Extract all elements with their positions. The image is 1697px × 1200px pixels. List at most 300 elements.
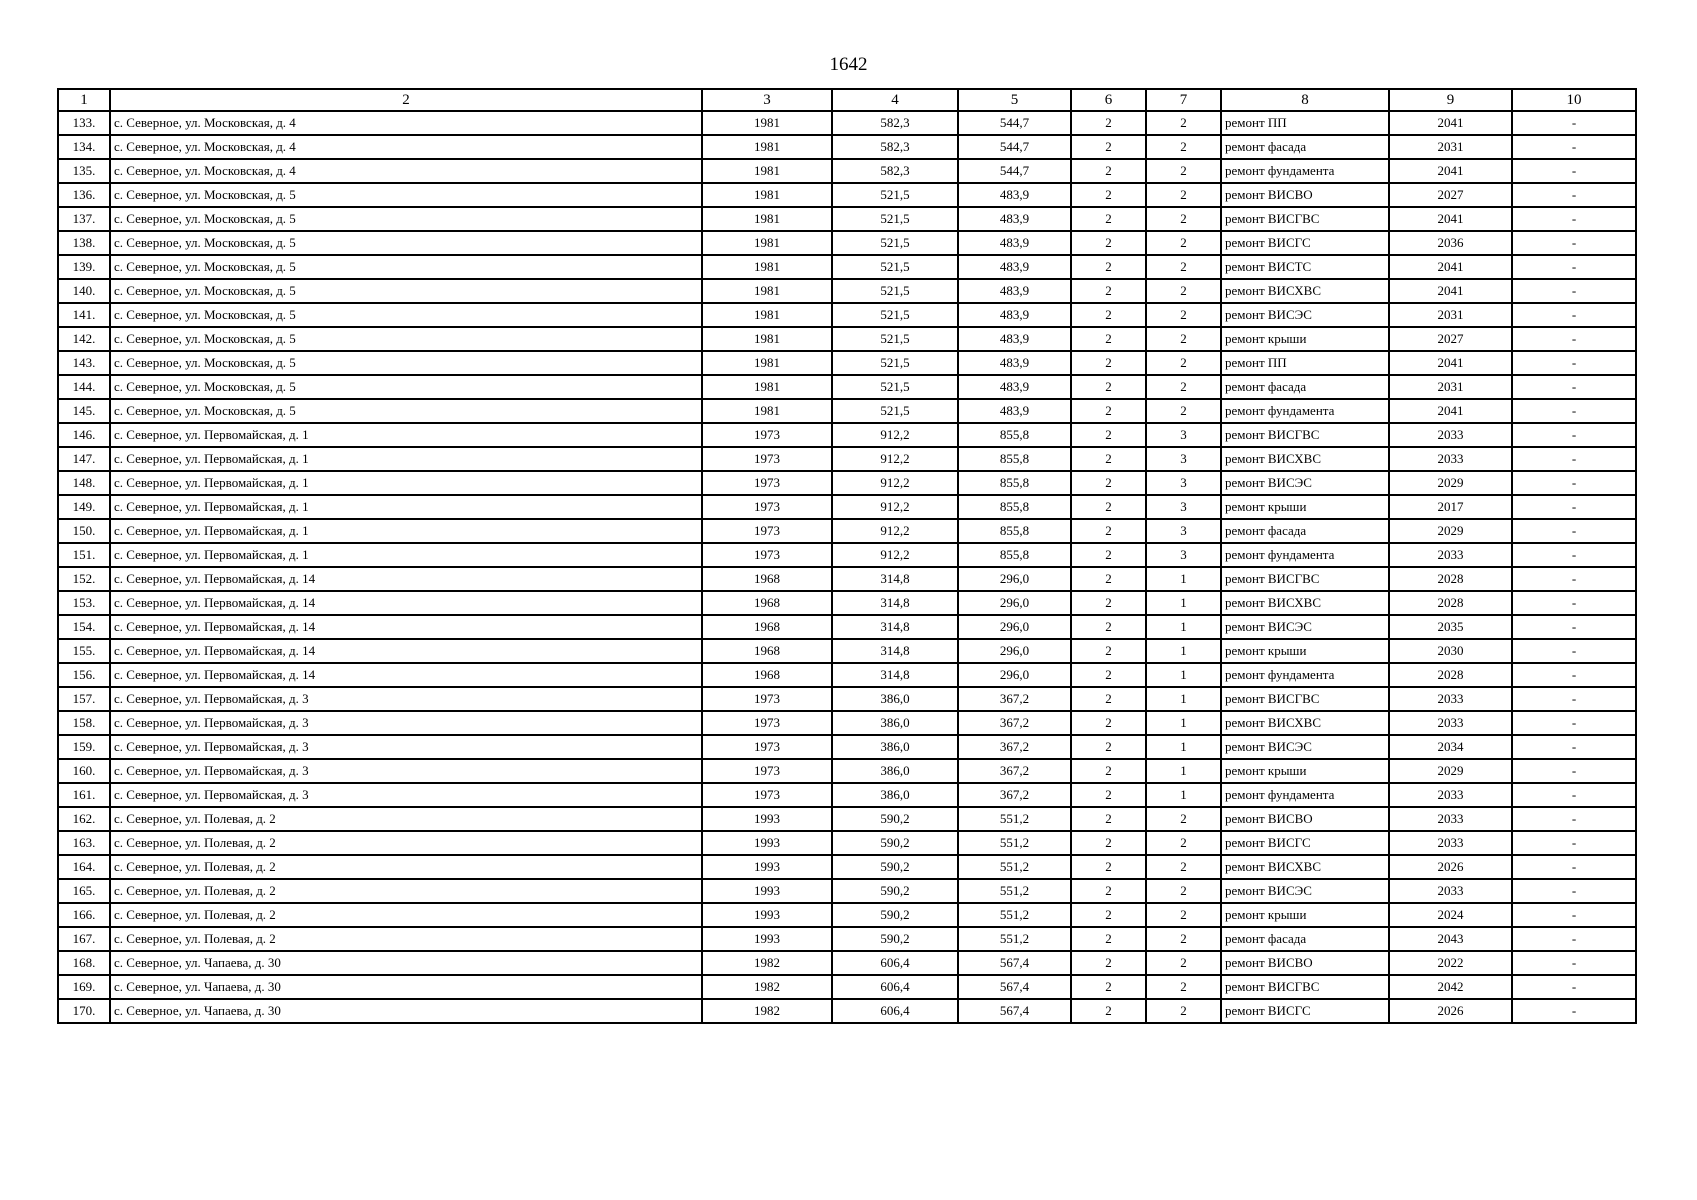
table-cell: 1981 [702, 327, 832, 351]
table-cell: ремонт ВИСВО [1221, 951, 1389, 975]
table-cell: с. Северное, ул. Московская, д. 5 [110, 183, 702, 207]
table-cell: 2 [1071, 615, 1146, 639]
table-row [58, 687, 1636, 711]
table-row [58, 567, 1636, 591]
table-cell: 2 [1071, 231, 1146, 255]
table-cell: 1973 [702, 711, 832, 735]
table-cell: 2 [1071, 159, 1146, 183]
table-cell: ремонт ВИСЭС [1221, 879, 1389, 903]
table-cell: 2 [1071, 951, 1146, 975]
table-cell: 1993 [702, 831, 832, 855]
table-cell: 2033 [1389, 807, 1512, 831]
table-cell: с. Северное, ул. Московская, д. 5 [110, 255, 702, 279]
table-cell: - [1512, 975, 1636, 999]
table-cell: 2028 [1389, 591, 1512, 615]
table-cell: 2033 [1389, 711, 1512, 735]
table-cell: 1981 [702, 351, 832, 375]
table-cell: 1 [1146, 759, 1221, 783]
table-row [58, 735, 1636, 759]
table-cell: 165. [58, 879, 110, 903]
table-cell: 551,2 [958, 879, 1071, 903]
table-cell: 2 [1071, 183, 1146, 207]
table-cell: - [1512, 831, 1636, 855]
table-cell: 2033 [1389, 543, 1512, 567]
table-cell: 2031 [1389, 375, 1512, 399]
column-header: 5 [958, 89, 1071, 111]
table-cell: 1 [1146, 687, 1221, 711]
table-cell: 483,9 [958, 351, 1071, 375]
table-cell: 154. [58, 615, 110, 639]
table-cell: - [1512, 303, 1636, 327]
table-cell: ремонт ВИСГВС [1221, 207, 1389, 231]
table-cell: с. Северное, ул. Первомайская, д. 3 [110, 783, 702, 807]
table-cell: 2041 [1389, 207, 1512, 231]
column-header: 7 [1146, 89, 1221, 111]
table-cell: 1981 [702, 135, 832, 159]
table-cell: 521,5 [832, 399, 958, 423]
table-cell: - [1512, 135, 1636, 159]
table-cell: - [1512, 615, 1636, 639]
table-cell: 1 [1146, 591, 1221, 615]
table-cell: 544,7 [958, 135, 1071, 159]
table-cell: 551,2 [958, 831, 1071, 855]
table-cell: - [1512, 783, 1636, 807]
table-row [58, 111, 1636, 135]
table-cell: 2029 [1389, 519, 1512, 543]
table-row [58, 135, 1636, 159]
table-row [58, 903, 1636, 927]
table-cell: 159. [58, 735, 110, 759]
table-cell: 386,0 [832, 735, 958, 759]
table-cell: 567,4 [958, 951, 1071, 975]
repair-schedule-table [57, 88, 1637, 1024]
table-cell: ремонт фасада [1221, 135, 1389, 159]
table-cell: с. Северное, ул. Первомайская, д. 3 [110, 759, 702, 783]
table-cell: 367,2 [958, 711, 1071, 735]
table-cell: ремонт ВИСХВС [1221, 279, 1389, 303]
table-cell: 1968 [702, 567, 832, 591]
table-cell: - [1512, 999, 1636, 1023]
table-cell: ремонт ВИСЭС [1221, 471, 1389, 495]
table-cell: 855,8 [958, 543, 1071, 567]
table-cell: с. Северное, ул. Московская, д. 4 [110, 111, 702, 135]
table-cell: 2 [1071, 327, 1146, 351]
table-cell: 3 [1146, 423, 1221, 447]
table-cell: 1981 [702, 279, 832, 303]
table-cell: 3 [1146, 471, 1221, 495]
table-cell: 1981 [702, 375, 832, 399]
table-cell: 149. [58, 495, 110, 519]
table-cell: 2 [1146, 255, 1221, 279]
table-cell: 2028 [1389, 663, 1512, 687]
table-cell: 483,9 [958, 303, 1071, 327]
table-cell: 139. [58, 255, 110, 279]
table-cell: 1973 [702, 447, 832, 471]
table-cell: 296,0 [958, 567, 1071, 591]
table-cell: с. Северное, ул. Московская, д. 4 [110, 135, 702, 159]
table-cell: 314,8 [832, 639, 958, 663]
table-cell: 133. [58, 111, 110, 135]
table-cell: 2 [1071, 831, 1146, 855]
table-cell: ремонт ВИСЭС [1221, 735, 1389, 759]
table-cell: 551,2 [958, 807, 1071, 831]
table-cell: 3 [1146, 495, 1221, 519]
table-cell: 521,5 [832, 327, 958, 351]
table-cell: 2 [1071, 759, 1146, 783]
table-cell: ремонт фасада [1221, 927, 1389, 951]
table-cell: ремонт ВИСХВС [1221, 447, 1389, 471]
table-cell: 367,2 [958, 735, 1071, 759]
table-cell: с. Северное, ул. Первомайская, д. 1 [110, 519, 702, 543]
table-cell: с. Северное, ул. Московская, д. 4 [110, 159, 702, 183]
table-cell: ремонт ВИСГВС [1221, 975, 1389, 999]
table-cell: 2 [1071, 519, 1146, 543]
table-cell: 2 [1071, 255, 1146, 279]
table-row [58, 999, 1636, 1023]
table-row [58, 855, 1636, 879]
table-cell: 156. [58, 663, 110, 687]
table-cell: 136. [58, 183, 110, 207]
table-cell: с. Северное, ул. Чапаева, д. 30 [110, 975, 702, 999]
table-cell: - [1512, 951, 1636, 975]
table-cell: 567,4 [958, 999, 1071, 1023]
table-cell: 296,0 [958, 639, 1071, 663]
table-cell: ремонт ВИСГВС [1221, 687, 1389, 711]
table-cell: 2027 [1389, 327, 1512, 351]
table-cell: 167. [58, 927, 110, 951]
table-cell: 155. [58, 639, 110, 663]
table-cell: 3 [1146, 543, 1221, 567]
table-cell: 567,4 [958, 975, 1071, 999]
table-cell: 2 [1071, 879, 1146, 903]
table-cell: 912,2 [832, 471, 958, 495]
table-cell: 2029 [1389, 471, 1512, 495]
table-cell: 2 [1146, 903, 1221, 927]
table-cell: 2033 [1389, 831, 1512, 855]
table-cell: ремонт ВИСГС [1221, 831, 1389, 855]
table-cell: 2041 [1389, 159, 1512, 183]
table-row [58, 447, 1636, 471]
table-row [58, 711, 1636, 735]
table-cell: 2 [1071, 735, 1146, 759]
table-cell: 2 [1071, 207, 1146, 231]
table-cell: 1973 [702, 687, 832, 711]
table-cell: 2 [1071, 855, 1146, 879]
column-header: 8 [1221, 89, 1389, 111]
table-cell: - [1512, 639, 1636, 663]
table-cell: 521,5 [832, 303, 958, 327]
table-row [58, 831, 1636, 855]
table-cell: 1993 [702, 903, 832, 927]
table-cell: 150. [58, 519, 110, 543]
table-cell: 1981 [702, 183, 832, 207]
table-cell: 855,8 [958, 519, 1071, 543]
column-header: 10 [1512, 89, 1636, 111]
table-cell: 855,8 [958, 471, 1071, 495]
table-cell: с. Северное, ул. Полевая, д. 2 [110, 927, 702, 951]
table-cell: 606,4 [832, 975, 958, 999]
table-cell: - [1512, 183, 1636, 207]
table-cell: 1973 [702, 543, 832, 567]
table-cell: 2 [1146, 855, 1221, 879]
column-header: 6 [1071, 89, 1146, 111]
table-cell: 1 [1146, 711, 1221, 735]
table-row [58, 615, 1636, 639]
table-cell: 296,0 [958, 663, 1071, 687]
table-cell: ремонт ВИСХВС [1221, 591, 1389, 615]
table-cell: 2029 [1389, 759, 1512, 783]
table-cell: 2031 [1389, 135, 1512, 159]
table-cell: 144. [58, 375, 110, 399]
table-cell: 2 [1071, 423, 1146, 447]
column-header: 2 [110, 89, 702, 111]
table-cell: 2 [1071, 975, 1146, 999]
table-cell: 146. [58, 423, 110, 447]
table-cell: - [1512, 255, 1636, 279]
table-cell: - [1512, 495, 1636, 519]
table-cell: 2 [1071, 135, 1146, 159]
table-cell: 1973 [702, 423, 832, 447]
table-cell: 483,9 [958, 399, 1071, 423]
table-cell: 483,9 [958, 279, 1071, 303]
table-cell: 1981 [702, 399, 832, 423]
table-cell: 1968 [702, 663, 832, 687]
table-cell: 2 [1071, 663, 1146, 687]
table-cell: с. Северное, ул. Первомайская, д. 1 [110, 447, 702, 471]
table-cell: 582,3 [832, 159, 958, 183]
table-cell: с. Северное, ул. Первомайская, д. 1 [110, 423, 702, 447]
column-header: 4 [832, 89, 958, 111]
table-cell: 134. [58, 135, 110, 159]
table-row [58, 327, 1636, 351]
table-cell: 1973 [702, 783, 832, 807]
table-cell: - [1512, 855, 1636, 879]
table-row [58, 543, 1636, 567]
table-cell: 483,9 [958, 183, 1071, 207]
table-cell: 483,9 [958, 327, 1071, 351]
table-cell: 147. [58, 447, 110, 471]
table-cell: - [1512, 351, 1636, 375]
table-row [58, 951, 1636, 975]
table-cell: 2 [1146, 927, 1221, 951]
table-row [58, 519, 1636, 543]
table-cell: 296,0 [958, 615, 1071, 639]
table-cell: ремонт фундамента [1221, 159, 1389, 183]
table-cell: 140. [58, 279, 110, 303]
table-row [58, 663, 1636, 687]
table-cell: 2 [1071, 783, 1146, 807]
table-cell: ремонт крыши [1221, 903, 1389, 927]
table-cell: - [1512, 711, 1636, 735]
table-cell: 590,2 [832, 927, 958, 951]
table-row [58, 351, 1636, 375]
table-cell: с. Северное, ул. Первомайская, д. 3 [110, 687, 702, 711]
table-cell: с. Северное, ул. Первомайская, д. 3 [110, 711, 702, 735]
table-cell: ремонт крыши [1221, 327, 1389, 351]
table-row [58, 639, 1636, 663]
table-cell: - [1512, 927, 1636, 951]
table-cell: 2 [1146, 327, 1221, 351]
table-cell: 2026 [1389, 999, 1512, 1023]
table-cell: 521,5 [832, 207, 958, 231]
table-cell: - [1512, 375, 1636, 399]
table-cell: с. Северное, ул. Чапаева, д. 30 [110, 999, 702, 1023]
table-cell: 137. [58, 207, 110, 231]
table-cell: 1981 [702, 207, 832, 231]
table-cell: 2 [1146, 999, 1221, 1023]
table-cell: 314,8 [832, 615, 958, 639]
table-cell: ремонт ВИСТС [1221, 255, 1389, 279]
table-cell: ремонт фундамента [1221, 399, 1389, 423]
table-cell: 2 [1146, 951, 1221, 975]
table-row [58, 495, 1636, 519]
table-cell: 161. [58, 783, 110, 807]
table-cell: 912,2 [832, 495, 958, 519]
table-cell: 166. [58, 903, 110, 927]
table-cell: ремонт ВИСГВС [1221, 567, 1389, 591]
table-cell: 2022 [1389, 951, 1512, 975]
table-cell: 2 [1146, 111, 1221, 135]
table-cell: 1981 [702, 159, 832, 183]
table-cell: - [1512, 663, 1636, 687]
table-cell: - [1512, 279, 1636, 303]
table-row [58, 159, 1636, 183]
table-cell: 367,2 [958, 783, 1071, 807]
table-cell: - [1512, 735, 1636, 759]
table-cell: 367,2 [958, 687, 1071, 711]
table-cell: с. Северное, ул. Полевая, д. 2 [110, 807, 702, 831]
table-cell: 2041 [1389, 255, 1512, 279]
table-cell: 2 [1071, 471, 1146, 495]
table-cell: 1982 [702, 999, 832, 1023]
table-cell: 148. [58, 471, 110, 495]
table-cell: 2024 [1389, 903, 1512, 927]
table-cell: 151. [58, 543, 110, 567]
table-cell: 157. [58, 687, 110, 711]
table-cell: - [1512, 159, 1636, 183]
table-cell: 2033 [1389, 783, 1512, 807]
table-cell: 2 [1071, 543, 1146, 567]
table-cell: 2 [1146, 135, 1221, 159]
table-cell: с. Северное, ул. Московская, д. 5 [110, 351, 702, 375]
table-cell: 551,2 [958, 903, 1071, 927]
table-cell: 158. [58, 711, 110, 735]
table-cell: с. Северное, ул. Полевая, д. 2 [110, 903, 702, 927]
table-cell: с. Северное, ул. Первомайская, д. 14 [110, 639, 702, 663]
page-number: 1642 [829, 54, 868, 75]
table-cell: 1973 [702, 735, 832, 759]
table-cell: 521,5 [832, 279, 958, 303]
table-row [58, 783, 1636, 807]
table-cell: 1973 [702, 759, 832, 783]
table-cell: 2030 [1389, 639, 1512, 663]
table-cell: 582,3 [832, 111, 958, 135]
table-cell: 2 [1071, 711, 1146, 735]
table-row [58, 423, 1636, 447]
table-cell: - [1512, 807, 1636, 831]
table-cell: с. Северное, ул. Московская, д. 5 [110, 231, 702, 255]
table-cell: 1993 [702, 879, 832, 903]
table-cell: 153. [58, 591, 110, 615]
table-cell: 2 [1146, 183, 1221, 207]
table-cell: с. Северное, ул. Полевая, д. 2 [110, 831, 702, 855]
table-cell: с. Северное, ул. Первомайская, д. 14 [110, 615, 702, 639]
table-cell: 1981 [702, 231, 832, 255]
table-cell: 1 [1146, 663, 1221, 687]
table-cell: 314,8 [832, 567, 958, 591]
table-cell: 2 [1146, 399, 1221, 423]
table-cell: 142. [58, 327, 110, 351]
table-cell: - [1512, 327, 1636, 351]
table-cell: 2 [1146, 207, 1221, 231]
table-row [58, 207, 1636, 231]
table-cell: - [1512, 543, 1636, 567]
table-cell: 483,9 [958, 207, 1071, 231]
table-cell: 2 [1071, 111, 1146, 135]
table-cell: 141. [58, 303, 110, 327]
table-cell: 2 [1071, 927, 1146, 951]
table-cell: 1981 [702, 111, 832, 135]
table-cell: 2 [1146, 975, 1221, 999]
column-header: 3 [702, 89, 832, 111]
table-cell: 582,3 [832, 135, 958, 159]
table-cell: 606,4 [832, 951, 958, 975]
table-cell: 386,0 [832, 783, 958, 807]
table-cell: 1973 [702, 495, 832, 519]
table-cell: 1 [1146, 639, 1221, 663]
table-cell: 169. [58, 975, 110, 999]
table-cell: 1993 [702, 855, 832, 879]
table-cell: 483,9 [958, 375, 1071, 399]
table-cell: ремонт крыши [1221, 759, 1389, 783]
table-row [58, 399, 1636, 423]
table-cell: с. Северное, ул. Первомайская, д. 1 [110, 471, 702, 495]
table-cell: 551,2 [958, 927, 1071, 951]
table-cell: 1 [1146, 567, 1221, 591]
table-cell: 544,7 [958, 159, 1071, 183]
table-cell: с. Северное, ул. Московская, д. 5 [110, 207, 702, 231]
table-cell: 2 [1071, 399, 1146, 423]
table-cell: ремонт крыши [1221, 639, 1389, 663]
table-cell: 2 [1071, 495, 1146, 519]
table-cell: 590,2 [832, 807, 958, 831]
table-cell: - [1512, 207, 1636, 231]
table-cell: 2017 [1389, 495, 1512, 519]
table-body [58, 111, 1636, 1023]
table-cell: 855,8 [958, 447, 1071, 471]
table-cell: 2031 [1389, 303, 1512, 327]
table-cell: - [1512, 879, 1636, 903]
table-cell: 1981 [702, 255, 832, 279]
table-cell: 2 [1146, 351, 1221, 375]
table-cell: 296,0 [958, 591, 1071, 615]
table-cell: 2 [1071, 447, 1146, 471]
table-cell: - [1512, 519, 1636, 543]
table-cell: 1968 [702, 639, 832, 663]
table-cell: 135. [58, 159, 110, 183]
table-cell: 2 [1071, 687, 1146, 711]
table-cell: 2042 [1389, 975, 1512, 999]
table-cell: 2041 [1389, 351, 1512, 375]
table-cell: 590,2 [832, 903, 958, 927]
column-header: 1 [58, 89, 110, 111]
table-cell: ремонт фасада [1221, 519, 1389, 543]
table-cell: 2 [1071, 303, 1146, 327]
table-cell: - [1512, 447, 1636, 471]
table-cell: с. Северное, ул. Чапаева, д. 30 [110, 951, 702, 975]
table-row [58, 879, 1636, 903]
table-cell: 2026 [1389, 855, 1512, 879]
